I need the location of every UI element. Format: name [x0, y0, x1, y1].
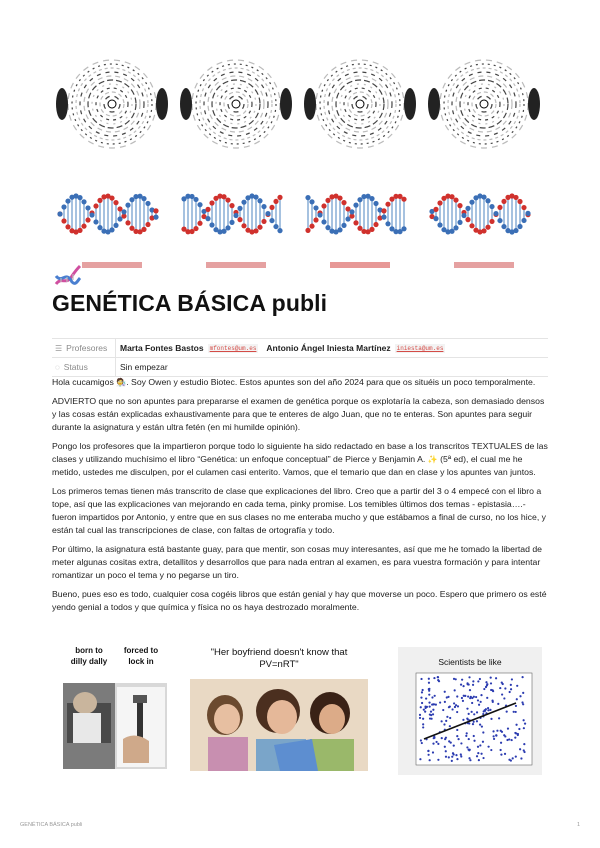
scatter-point — [453, 745, 455, 747]
scatter-point — [429, 717, 431, 719]
scatter-point — [513, 711, 515, 713]
scatter-point — [519, 748, 521, 750]
scatter-point — [479, 724, 481, 726]
scatter-point — [480, 694, 482, 696]
scatter-point — [473, 735, 475, 737]
scatter-point — [469, 759, 471, 761]
scatter-point — [502, 683, 504, 685]
scatter-point — [430, 711, 432, 713]
scatter-point — [425, 697, 427, 699]
scatter-point — [485, 708, 487, 710]
scatter-point — [472, 723, 474, 725]
scatter-point — [477, 752, 479, 754]
scatter-point — [495, 734, 497, 736]
scatter-point — [482, 757, 484, 759]
scatter-point — [449, 717, 451, 719]
scatter-point — [422, 723, 424, 725]
cover-banner-image — [52, 52, 548, 268]
scatter-point — [508, 759, 510, 761]
scatter-point — [429, 759, 431, 761]
scatter-point — [445, 720, 447, 722]
scatter-point — [456, 735, 458, 737]
scatter-point — [462, 700, 464, 702]
scatter-point — [521, 701, 523, 703]
list-icon: ☰ — [55, 343, 63, 353]
scatter-point — [453, 753, 455, 755]
scatter-point — [473, 740, 475, 742]
scatter-point — [471, 702, 473, 704]
scatter-point — [453, 702, 455, 704]
property-value-status[interactable] — [116, 362, 168, 372]
scatter-point — [428, 694, 430, 696]
scatter-point — [433, 703, 435, 705]
property-value-profesores[interactable] — [116, 343, 449, 353]
scatter-point — [478, 759, 480, 761]
scatter-point — [445, 756, 447, 758]
scatter-point — [485, 686, 487, 688]
scatter-point — [432, 743, 434, 745]
scatter-point — [487, 746, 489, 748]
scatter-point — [472, 684, 474, 686]
scatter-point — [422, 718, 424, 720]
scatter-point — [495, 677, 497, 679]
scatter-point — [479, 678, 481, 680]
scatter-point — [429, 706, 431, 708]
scatter-point — [516, 698, 518, 700]
scatter-point — [431, 703, 433, 705]
scatter-point — [515, 705, 517, 707]
scatter-point — [466, 708, 468, 710]
scatter-point — [472, 680, 474, 682]
footer-title: GENÉTICA BÁSICA publi — [20, 822, 83, 828]
scatter-point — [469, 689, 471, 691]
scatter-point — [437, 759, 439, 761]
property-key-status: ◌ Status — [52, 358, 116, 376]
scatter-point — [476, 755, 478, 757]
scatter-point — [448, 740, 450, 742]
scatter-point — [522, 692, 524, 694]
scatter-point — [520, 757, 522, 759]
scatter-point — [422, 689, 424, 691]
scatter-point — [496, 730, 498, 732]
scatter-point — [476, 720, 478, 722]
dna-emoji-icon — [52, 262, 86, 290]
sparkles-emoji-icon: ✨ — [427, 455, 438, 464]
scatter-point — [455, 704, 457, 706]
scatter-point — [466, 718, 468, 720]
scatter-point — [437, 679, 439, 681]
scatter-point — [490, 689, 492, 691]
status-value: Sin empezar — [120, 362, 168, 372]
scatter-point — [478, 704, 480, 706]
page-number: 1 — [576, 822, 580, 828]
scatter-point — [487, 707, 489, 709]
scatter-point — [419, 717, 421, 719]
scatter-point — [449, 725, 451, 727]
scatter-point — [477, 746, 479, 748]
scatter-point — [477, 680, 479, 682]
scatter-point — [460, 742, 462, 744]
scatter-point — [482, 741, 484, 743]
scatter-point — [468, 738, 470, 740]
scatter-point — [420, 706, 422, 708]
scatter-point — [471, 711, 473, 713]
scatter-point — [428, 688, 430, 690]
scatter-point — [448, 756, 450, 758]
scatter-point — [454, 689, 456, 691]
scatter-point — [467, 683, 469, 685]
scatter-point — [451, 756, 453, 758]
scatter-point — [421, 742, 423, 744]
scatter-point — [444, 691, 446, 693]
scatter-point — [444, 701, 446, 703]
scatter-point — [467, 695, 469, 697]
scatter-point — [518, 728, 520, 730]
paragraph: ADVIERTO que no son apuntes para prepararse el examen de genética porque os explotaría la cabeza, son demasiado densos y las cosas están explicadas exhaustivamente para que te enteres de algo Juan, que no te enteras. Son apuntes para seguir durante la asignatura y están ultra fetén (en mi humilde opinión). — [52, 396, 545, 432]
scatter-point — [501, 693, 503, 695]
scatter-point — [468, 713, 470, 715]
scatter-point — [514, 732, 516, 734]
scatter-point — [424, 711, 426, 713]
scatter-point — [432, 709, 434, 711]
scatter-point — [435, 741, 437, 743]
scatter-point — [497, 703, 499, 705]
person-name: Antonio Ángel Iniesta Martínez — [266, 343, 391, 353]
scatter-point — [427, 750, 429, 752]
scatter-point — [451, 708, 453, 710]
scatter-plot — [398, 647, 542, 775]
meme-born-to-dilly-dally: born to dilly dally forced to lock in — [63, 643, 167, 769]
scatter-point — [517, 734, 519, 736]
scatter-point — [420, 678, 422, 680]
scatter-point — [428, 682, 430, 684]
scatter-point — [432, 751, 434, 753]
scatter-point — [441, 737, 443, 739]
scatter-point — [481, 725, 483, 727]
scatter-point — [435, 704, 437, 706]
scatter-point — [490, 682, 492, 684]
scatter-point — [510, 684, 512, 686]
person-name: Marta Fontes Bastos — [120, 343, 204, 353]
scatter-point — [523, 743, 525, 745]
scatter-point — [420, 697, 422, 699]
paragraph: Bueno, pues eso es todo, cualquier cosa cogéis libros que están genial y hay que moverse un poco. Espero que primero os esté yendo genial a todos y que química y física no os haya destrozado moralmente. — [52, 589, 547, 612]
scatter-point — [523, 727, 525, 729]
scatter-point — [457, 738, 459, 740]
scatter-point — [509, 691, 511, 693]
scatter-point — [490, 677, 492, 679]
scatter-point — [429, 713, 431, 715]
scatter-point — [455, 678, 457, 680]
scatter-point — [500, 742, 502, 744]
scatter-point — [445, 737, 447, 739]
scientist-emoji-icon: 🧑‍🔬 — [116, 378, 127, 387]
scatter-point — [428, 754, 430, 756]
scatter-point — [468, 676, 470, 678]
scatter-point — [503, 697, 505, 699]
scatter-point — [460, 753, 462, 755]
scatter-point — [477, 699, 479, 701]
scatter-point — [437, 743, 439, 745]
scatter-point — [519, 695, 521, 697]
scatter-point — [451, 760, 453, 762]
scatter-point — [421, 702, 423, 704]
scatter-point — [420, 739, 422, 741]
scatter-point — [500, 749, 502, 751]
properties-table — [52, 338, 548, 377]
scatter-point — [445, 750, 447, 752]
scatter-point — [434, 695, 436, 697]
scatter-point — [515, 711, 517, 713]
scatter-point — [460, 683, 462, 685]
scatter-point — [507, 727, 509, 729]
scatter-point — [419, 714, 421, 716]
scatter-point — [457, 705, 459, 707]
scatter-point — [466, 746, 468, 748]
scatter-point — [419, 758, 421, 760]
email-link[interactable]: iniesta@um.es — [396, 344, 444, 352]
scatter-point — [492, 701, 494, 703]
scatter-point — [490, 749, 492, 751]
scatter-point — [506, 739, 508, 741]
scatter-point — [422, 726, 424, 728]
property-status — [52, 358, 548, 377]
status-icon: ◌ — [55, 362, 60, 372]
email-link[interactable]: mfontes@um.es — [209, 344, 257, 352]
meme-pv-nrt: "Her boyfriend doesn't know that PV=nRT" — [190, 645, 368, 771]
scatter-point — [428, 702, 430, 704]
property-key-profesores: ☰ Profesores — [52, 339, 116, 357]
scatter-point — [468, 757, 470, 759]
scatter-point — [433, 677, 435, 679]
paragraph: Por último, la asignatura está bastante guay, para que mentir, son cosas muy interesantes, así que me he tomado la libertad de meter algunas cositas extra, detallitos y desarrollos que para nada entran al examen, es para vuestra formación y para intentar romantizar un poco el tema y no pegarse un tiro. — [52, 544, 542, 580]
scatter-point — [480, 701, 482, 703]
scatter-point — [516, 685, 518, 687]
scatter-point — [462, 685, 464, 687]
scatter-point — [462, 719, 464, 721]
page-content — [52, 376, 550, 620]
scatter-point — [510, 688, 512, 690]
scatter-point — [446, 696, 448, 698]
scatter-point — [456, 729, 458, 731]
scatter-point — [511, 739, 513, 741]
meme-photo — [63, 643, 167, 769]
scatter-point — [443, 723, 445, 725]
scatter-point — [469, 697, 471, 699]
scatter-point — [431, 696, 433, 698]
scatter-point — [456, 711, 458, 713]
scatter-point — [482, 731, 484, 733]
paragraph: Pongo los profesores que la impartieron porque todo lo siguiente ha sido redactado en base a los transcritos TEXTUALES de las clases y utilizando muchísimo el libro “Genética: un enfoque conceptual” de Pierce y Benjamin A. ✨ (5ª ed), el cual me he metido, ustedes me disculpen, por el culamen casi enterito. Vamos, que el temario que dan en clase y los apuntes van juntos. — [52, 441, 548, 477]
scatter-point — [423, 709, 425, 711]
meme-illustration — [190, 645, 368, 771]
scatter-point — [442, 709, 444, 711]
scatter-point — [492, 690, 494, 692]
scatter-point — [512, 757, 514, 759]
scatter-point — [480, 753, 482, 755]
scatter-point — [504, 753, 506, 755]
scatter-point — [460, 755, 462, 757]
scatter-point — [499, 687, 501, 689]
scatter-point — [437, 676, 439, 678]
scatter-point — [473, 713, 475, 715]
paragraph: Los primeros temas tienen más transcrito de clase que explicaciones del libro. Creo que a partir del 3 o 4 empecé con el libro a tope, así que las explicaciones van mejorando en cada tema, pinky promise. Los temibles últimos dos temas - epistasia….- fueron impartidos por Antonio, y entre que en sus clases no me enteraba mucho y que estábamos a final de curso, no los hice, y están tal cual las transcripciones de clase, con faltas de ortografía y todo. — [52, 486, 547, 535]
scatter-point — [490, 718, 492, 720]
scatter-point — [455, 754, 457, 756]
scatter-point — [506, 711, 508, 713]
scatter-point — [456, 695, 458, 697]
scatter-point — [456, 758, 458, 760]
scatter-point — [485, 681, 487, 683]
scatter-point — [493, 738, 495, 740]
scatter-point — [493, 735, 495, 737]
scatter-point — [465, 735, 467, 737]
scatter-point — [421, 691, 423, 693]
scatter-point — [515, 724, 517, 726]
scatter-point — [428, 678, 430, 680]
scatter-point — [446, 716, 448, 718]
scatter-point — [464, 695, 466, 697]
scatter-point — [524, 723, 526, 725]
scatter-point — [475, 696, 477, 698]
scatter-point — [511, 678, 513, 680]
page-footer — [20, 822, 580, 828]
scatter-point — [500, 730, 502, 732]
scatter-point — [521, 676, 523, 678]
scatter-point — [432, 713, 434, 715]
scatter-point — [487, 709, 489, 711]
scatter-point — [479, 744, 481, 746]
scatter-point — [503, 734, 505, 736]
scatter-point — [489, 709, 491, 711]
scatter-point — [500, 754, 502, 756]
scatter-point — [471, 697, 473, 699]
property-profesores — [52, 339, 548, 358]
scatter-point — [449, 706, 451, 708]
scatter-point — [492, 730, 494, 732]
scatter-point — [454, 706, 456, 708]
scatter-point — [444, 746, 446, 748]
scatter-point — [514, 737, 516, 739]
page-title: GENÉTICA BÁSICA publi — [52, 290, 328, 316]
scatter-point — [441, 720, 443, 722]
scatter-point — [473, 721, 475, 723]
scatter-point — [523, 719, 525, 721]
scatter-point — [483, 688, 485, 690]
scatter-point — [486, 697, 488, 699]
meme-scientists-be-like: Scientists be like — [398, 647, 542, 775]
scatter-point — [498, 717, 500, 719]
scatter-point — [461, 697, 463, 699]
scatter-point — [424, 705, 426, 707]
scatter-point — [469, 749, 471, 751]
scatter-point — [466, 732, 468, 734]
scatter-point — [515, 756, 517, 758]
scatter-point — [461, 679, 463, 681]
scatter-point — [476, 711, 478, 713]
scatter-point — [504, 687, 506, 689]
scatter-point — [439, 701, 441, 703]
paragraph: Hola cucamigos 🧑‍🔬. Soy Owen y estudio Biotec. Estos apuntes son del año 2024 para que os situéis un poco temporalmente. — [52, 377, 536, 387]
scatter-point — [523, 751, 525, 753]
